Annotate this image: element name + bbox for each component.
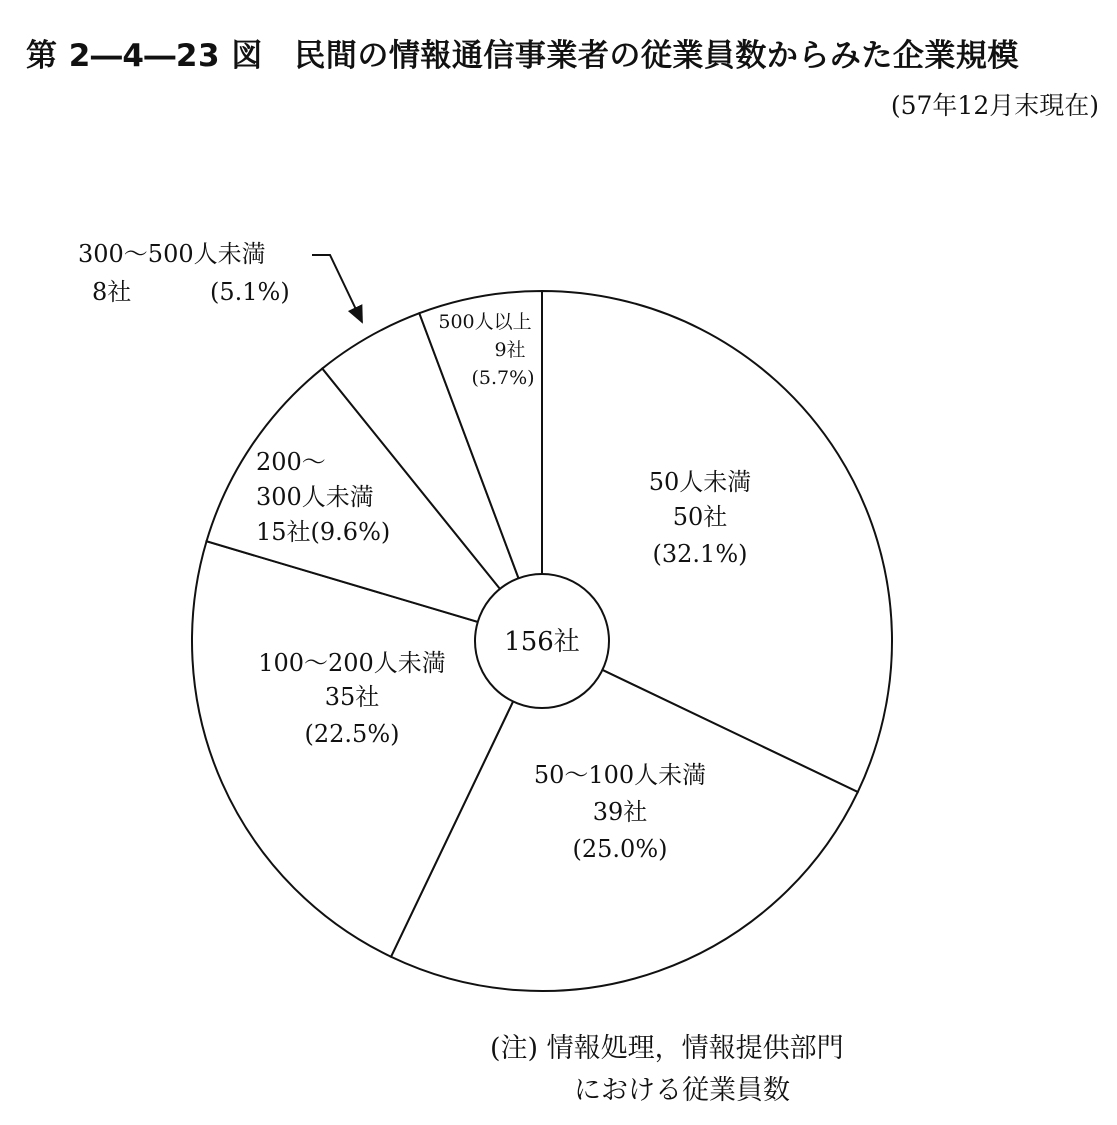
slice-label-200-300-line2: 300人未満 [256,483,374,511]
slice-label-300-500: 300～500人未満 [78,240,266,268]
slice-count-100-200: 35社 [324,683,380,711]
slice-percent-50-100: (25.0%) [572,835,668,863]
footnote-line1: 情報処理，情報提供部門 [546,1033,844,1064]
leader-arrow-300-500 [312,255,362,322]
slice-label-200-300-line1: 200～ [256,448,326,476]
slice-count-300-500: 8社 [92,278,132,306]
slice-count-500-plus: 9社 [494,339,526,361]
slice-count-under-50: 50社 [672,503,728,531]
slice-percent-500-plus: (5.7%) [471,367,535,389]
footnote-prefix: (注) [490,1033,539,1064]
chart-title: 第 2―4―23 図 民間の情報通信事業者の従業員数からみた企業規模 [26,38,1019,74]
slice-count-50-100: 39社 [592,798,648,826]
pie-center-label: 156社 [504,627,580,657]
slice-label-under-50: 50人未満 [648,468,752,496]
slice-percent-100-200: (22.5%) [304,720,400,748]
footnote [490,1028,844,1112]
slice-label-50-100: 50～100人未満 [533,761,707,789]
slice-percent-under-50: (32.1%) [652,540,748,568]
slice-percent-300-500: (5.1%) [210,278,290,306]
slice-label-100-200: 100～200人未満 [258,649,446,677]
slice-count-percent-200-300: 15社(9.6%) [256,518,391,546]
slice-label-500-plus: 500人以上 [438,311,532,333]
chart-subtitle: (57年12月末現在) [890,91,1099,120]
footnote-line2: における従業員数 [574,1075,790,1106]
